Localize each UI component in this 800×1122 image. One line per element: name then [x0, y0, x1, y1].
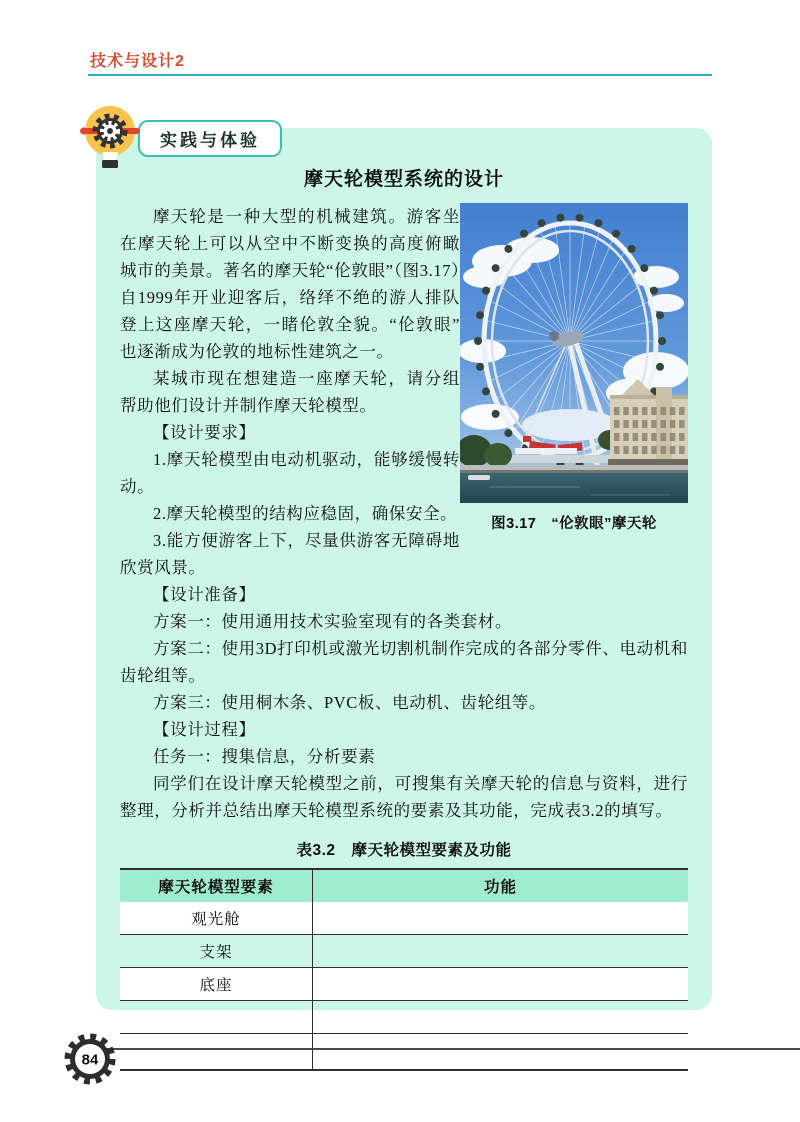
element-cell: 底座: [120, 968, 313, 1001]
column-header-element: 摩天轮模型要素: [120, 869, 313, 902]
element-cell[interactable]: [120, 1001, 313, 1034]
header-rule: [88, 74, 712, 76]
function-cell[interactable]: [313, 902, 689, 935]
activity-panel: [96, 128, 712, 1010]
function-cell[interactable]: [313, 1034, 689, 1071]
paragraph-heading: 【设计要求】: [153, 423, 256, 442]
table-row: [120, 1034, 688, 1071]
activity-title: 摩天轮模型系统的设计: [303, 169, 504, 190]
paragraph: 1.摩天轮模型由电动机驱动，能够缓慢转动。: [120, 450, 460, 496]
paragraph-heading: 【设计过程】: [153, 720, 256, 739]
figure-caption: 图3.17 “伦敦眼”摩天轮: [491, 516, 657, 532]
table-row: [120, 968, 688, 1001]
table-row: [120, 1001, 688, 1034]
footer-rule: [102, 1048, 800, 1050]
activity-body: [120, 203, 688, 824]
figure-3-17: [460, 203, 688, 533]
page-number: 84: [81, 1051, 99, 1069]
table-row: [120, 902, 688, 935]
paragraph: 3.能方便游客上下，尽量供游客无障碍地欣赏风景。: [120, 531, 460, 577]
element-cell: 观光舱: [120, 902, 313, 935]
section-badge: [138, 120, 282, 157]
function-cell[interactable]: [313, 968, 689, 1001]
table-header-row: [120, 869, 688, 902]
paragraph: 某城市现在想建造一座摩天轮，请分组帮助他们设计并制作摩天轮模型。: [120, 369, 460, 415]
element-cell: 支架: [120, 935, 313, 968]
paragraph: 2.摩天轮模型的结构应稳固，确保安全。: [153, 504, 458, 523]
lightbulb-gear-pencil-icon: [80, 103, 140, 171]
table-title: 表3.2 摩天轮模型要素及功能: [296, 842, 512, 859]
paragraph-heading: 【设计准备】: [153, 585, 256, 604]
paragraph: 任务一：搜集信息，分析要素: [153, 747, 376, 766]
paragraph: 方案二：使用3D打印机或激光切割机制作完成的各部分零件、电动机和齿轮组等。: [120, 639, 688, 685]
table-section: [120, 824, 688, 1071]
paragraph: 同学们在设计摩天轮模型之前，可搜集有关摩天轮的信息与资料，进行整理，分析并总结出摩天轮模型系统的要素及其功能，完成表3.2的填写。: [120, 774, 688, 820]
function-cell[interactable]: [313, 935, 689, 968]
table-row: [120, 935, 688, 968]
gear-page-number-icon: [61, 1030, 119, 1088]
london-eye-photo: [460, 203, 688, 503]
section-badge-label: 实践与体验: [160, 131, 260, 150]
elements-function-table: [120, 868, 688, 1071]
book-title: 技术与设计2: [90, 53, 185, 70]
column-header-function: 功能: [313, 869, 689, 902]
element-cell[interactable]: [120, 1034, 313, 1071]
function-cell[interactable]: [313, 1001, 689, 1034]
paragraph: 方案三：使用桐木条、PVC板、电动机、齿轮组等。: [153, 693, 546, 712]
paragraph: 摩天轮是一种大型的机械建筑。游客坐在摩天轮上可以从空中不断变换的高度俯瞰城市的美景。著名的摩天轮“伦敦眼”（图3.17）自1999年开业迎客后，络绎不绝的游人排队登上这座摩天轮，一睹伦敦全貌。“伦敦眼”也逐渐成为伦敦的地标性建筑之一。: [120, 207, 460, 361]
paragraph: 方案一：使用通用技术实验室现有的各类套材。: [153, 612, 513, 631]
